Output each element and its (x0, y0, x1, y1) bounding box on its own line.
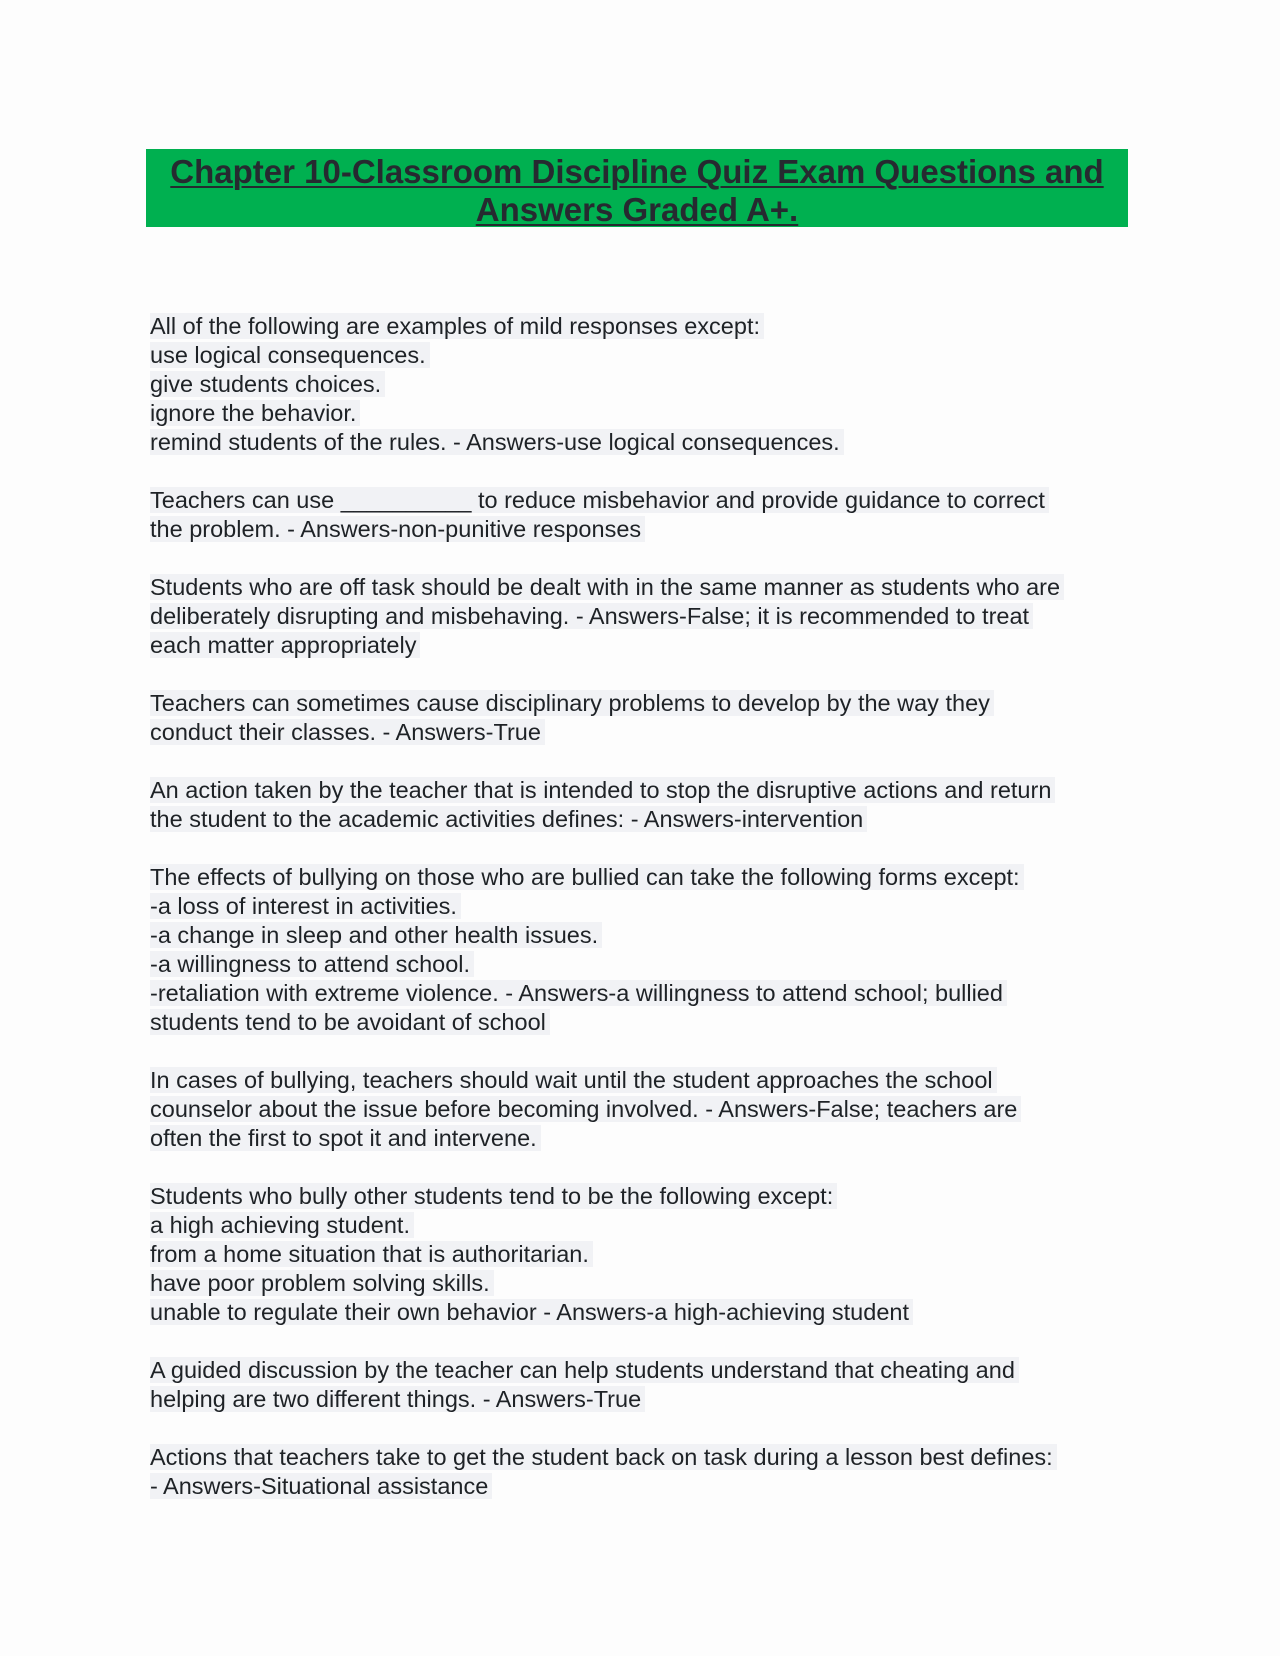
text-line-content: Teachers can use __________ to reduce misbehavior and provide guidance to correct (150, 487, 1049, 513)
text-line-content: conduct their classes. - Answers-True (150, 719, 545, 745)
text-line-content: the student to the academic activities defines: - Answers-intervention (150, 806, 867, 832)
text-line-content: Actions that teachers take to get the student back on task during a lesson best defines: (150, 1444, 1057, 1470)
question-list (150, 312, 1140, 1530)
text-line (150, 892, 1140, 921)
text-line-content: students tend to be avoidant of school (150, 1009, 550, 1035)
text-line (150, 805, 1140, 834)
title-banner (146, 149, 1128, 227)
text-line (150, 602, 1140, 631)
text-line (150, 631, 1140, 660)
text-line-content: ignore the behavior. (150, 400, 360, 426)
question-answer-block (150, 776, 1140, 834)
text-line (150, 515, 1140, 544)
text-line-content: -a change in sleep and other health issues. (150, 922, 602, 948)
question-answer-block (150, 312, 1140, 457)
text-line-content: In cases of bullying, teachers should wait until the student approaches the school (150, 1067, 997, 1093)
text-line (150, 1472, 1140, 1501)
text-line (150, 428, 1140, 457)
text-line-content: a high achieving student. (150, 1212, 414, 1238)
text-line (150, 1385, 1140, 1414)
text-line (150, 1095, 1140, 1124)
text-line (150, 486, 1140, 515)
text-line-content: The effects of bullying on those who are bullied can take the following forms except: (150, 864, 1024, 890)
text-line (150, 573, 1140, 602)
text-line (150, 1356, 1140, 1385)
text-line (150, 1008, 1140, 1037)
text-line (150, 1240, 1140, 1269)
document-title-line-1: Chapter 10-Classroom Discipline Quiz Exam Questions and (170, 153, 1104, 190)
text-line-content: -retaliation with extreme violence. - Answers-a willingness to attend school; bullied (150, 980, 1007, 1006)
document-title-line-2: Answers Graded A+. (475, 191, 799, 228)
text-line-content: often the first to spot it and intervene. (150, 1125, 541, 1151)
question-answer-block (150, 486, 1140, 544)
text-line (150, 399, 1140, 428)
text-line (150, 1443, 1140, 1472)
text-line-content: -a willingness to attend school. (150, 951, 474, 977)
text-line-content: counselor about the issue before becoming involved. - Answers-False; teachers are (150, 1096, 1021, 1122)
text-line-content: unable to regulate their own behavior - Answers-a high-achieving student (150, 1299, 913, 1325)
text-line (150, 1124, 1140, 1153)
text-line (150, 979, 1140, 1008)
text-line (150, 1066, 1140, 1095)
text-line-content: Students who are off task should be dealt with in the same manner as students who are (150, 574, 1064, 600)
text-line-content: All of the following are examples of mild responses except: (150, 313, 764, 339)
text-line-content: from a home situation that is authoritarian. (150, 1241, 593, 1267)
text-line-content: - Answers-Situational assistance (150, 1473, 492, 1499)
text-line (150, 1211, 1140, 1240)
text-line (150, 370, 1140, 399)
text-line-content: each matter appropriately (150, 632, 420, 658)
text-line-content: remind students of the rules. - Answers-use logical consequences. (150, 429, 844, 455)
question-answer-block (150, 863, 1140, 1037)
text-line-content: An action taken by the teacher that is intended to stop the disruptive actions and return (150, 777, 1055, 803)
question-answer-block (150, 573, 1140, 660)
question-answer-block (150, 1356, 1140, 1414)
text-line (150, 1269, 1140, 1298)
question-answer-block (150, 1443, 1140, 1501)
text-line-content: have poor problem solving skills. (150, 1270, 494, 1296)
text-line (150, 950, 1140, 979)
text-line (150, 312, 1140, 341)
text-line-content: A guided discussion by the teacher can help students understand that cheating and (150, 1357, 1019, 1383)
text-line (150, 1182, 1140, 1211)
text-line-content: give students choices. (150, 371, 385, 397)
text-line-content: use logical consequences. (150, 342, 430, 368)
text-line (150, 921, 1140, 950)
text-line-content: helping are two different things. - Answers-True (150, 1386, 645, 1412)
text-line (150, 689, 1140, 718)
text-line (150, 776, 1140, 805)
text-line-content: Teachers can sometimes cause disciplinary problems to develop by the way they (150, 690, 994, 716)
question-answer-block (150, 1066, 1140, 1153)
text-line-content: Students who bully other students tend to be the following except: (150, 1183, 837, 1209)
text-line-content: deliberately disrupting and misbehaving. - Answers-False; it is recommended to treat (150, 603, 1033, 629)
question-answer-block (150, 1182, 1140, 1327)
text-line (150, 718, 1140, 747)
text-line (150, 1298, 1140, 1327)
text-line (150, 341, 1140, 370)
text-line (150, 863, 1140, 892)
question-answer-block (150, 689, 1140, 747)
text-line-content: the problem. - Answers-non-punitive responses (150, 516, 645, 542)
text-line-content: -a loss of interest in activities. (150, 893, 461, 919)
